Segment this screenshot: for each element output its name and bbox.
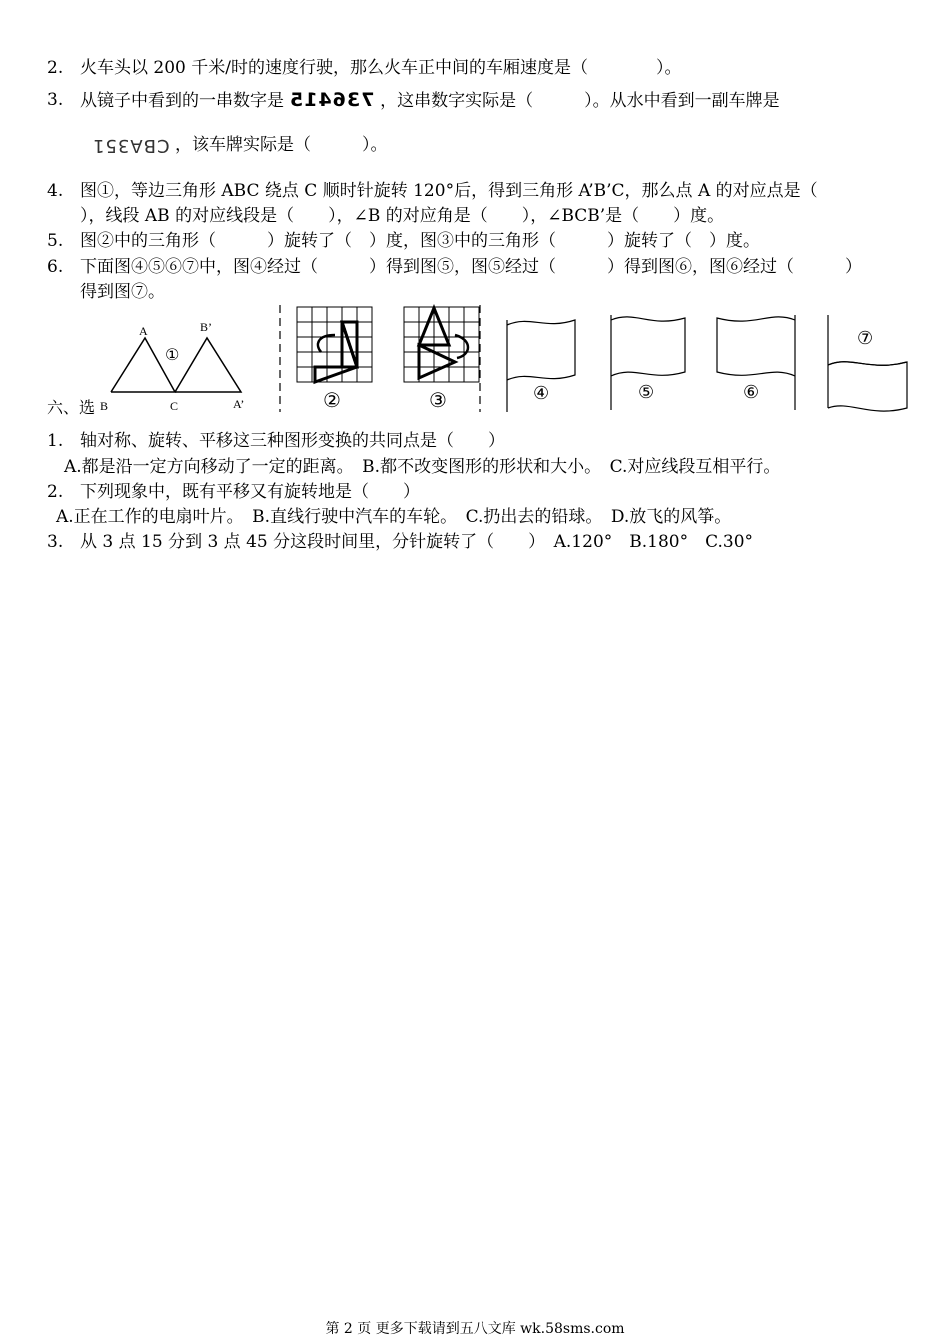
- question-text-line2: 得到图⑦。: [80, 282, 165, 302]
- question-text: 从 3 点 15 分到 3 点 45 分这段时间里，分针旋转了（ ） A.120° B.180° C.30°: [80, 532, 754, 552]
- question-number: 3.: [47, 90, 64, 110]
- question-text-line2: ），线段 AB 的对应线段是（ ），∠B 的对应角是（ ），∠BCB’是（ ）度。: [80, 206, 725, 226]
- choice-question-2-options: A.正在工作的电扇叶片。 B.直线行驶中汽车的车轮。 C.扔出去的铅球。 D.放飞的风筝。: [56, 507, 732, 527]
- water-reflected-plate: CBA351: [92, 135, 170, 156]
- label-b-prime: B’: [200, 320, 212, 334]
- choice-question-1-options: A.都是沿一定方向移动了一定的距离。 B.都不改变图形的形状和大小。 C.对应线段互相平行。: [64, 457, 781, 477]
- mirrored-number: 736415: [289, 89, 375, 111]
- label-c: C: [170, 399, 179, 413]
- question-text-c: ，该车牌实际是（ ）。: [175, 135, 388, 155]
- circle-label-7: ⑦: [857, 328, 874, 349]
- question-number: 2.: [47, 58, 64, 78]
- circle-label-4: ④: [533, 383, 550, 404]
- question-text: 图②中的三角形（ ）旋转了（ ）度，图③中的三角形（ ）旋转了（ ）度。: [80, 231, 760, 251]
- label-a-prime: A’: [233, 397, 245, 411]
- section-heading: 六、选: [47, 398, 96, 417]
- question-text-line1: 下面图④⑤⑥⑦中，图④经过（ ）得到图⑤，图⑤经过（ ）得到图⑥，图⑥经过（ ）: [80, 257, 862, 277]
- question-text-line1: 图①，等边三角形 ABC 绕点 C 顺时针旋转 120°后，得到三角形 A’B’C，那么点 A 的对应点是（: [80, 181, 818, 201]
- circle-label-2: ②: [323, 388, 341, 412]
- question-text: 火车头以 200 千米/时的速度行驶，那么火车正中间的车厢速度是（ ）。: [80, 58, 682, 78]
- question-number: 2.: [47, 482, 64, 502]
- question-number: 3.: [47, 532, 64, 552]
- question-number: 4.: [47, 181, 64, 201]
- circle-label-5: ⑤: [638, 382, 655, 403]
- question-number: 6.: [47, 257, 64, 277]
- question-number: 5.: [47, 231, 64, 251]
- label-b: B: [100, 399, 109, 413]
- question-number: 1.: [47, 431, 64, 451]
- question-text: 轴对称、旋转、平移这三种图形变换的共同点是（ ）: [80, 431, 505, 451]
- label-a: A: [139, 324, 148, 338]
- circle-label-6: ⑥: [743, 382, 760, 403]
- plate-line: [92, 134, 388, 156]
- question-text: 下列现象中，既有平移又有旋转地是（ ）: [80, 482, 420, 502]
- question-text-a: 从镜子中看到的一串数字是: [80, 91, 284, 111]
- question-text-line1: [80, 89, 780, 112]
- question-text-b: ，这串数字实际是（ ）。从水中看到一副车牌是: [380, 91, 780, 111]
- figures-row: [95, 300, 915, 415]
- circle-label-1: ①: [165, 345, 180, 364]
- circle-label-3: ③: [429, 388, 447, 412]
- figure-2-grid: [297, 307, 372, 382]
- page-footer: 第 2 页 更多下载请到五八文库 wk.58sms.com: [325, 1321, 625, 1337]
- figure-3-grid: [404, 307, 479, 382]
